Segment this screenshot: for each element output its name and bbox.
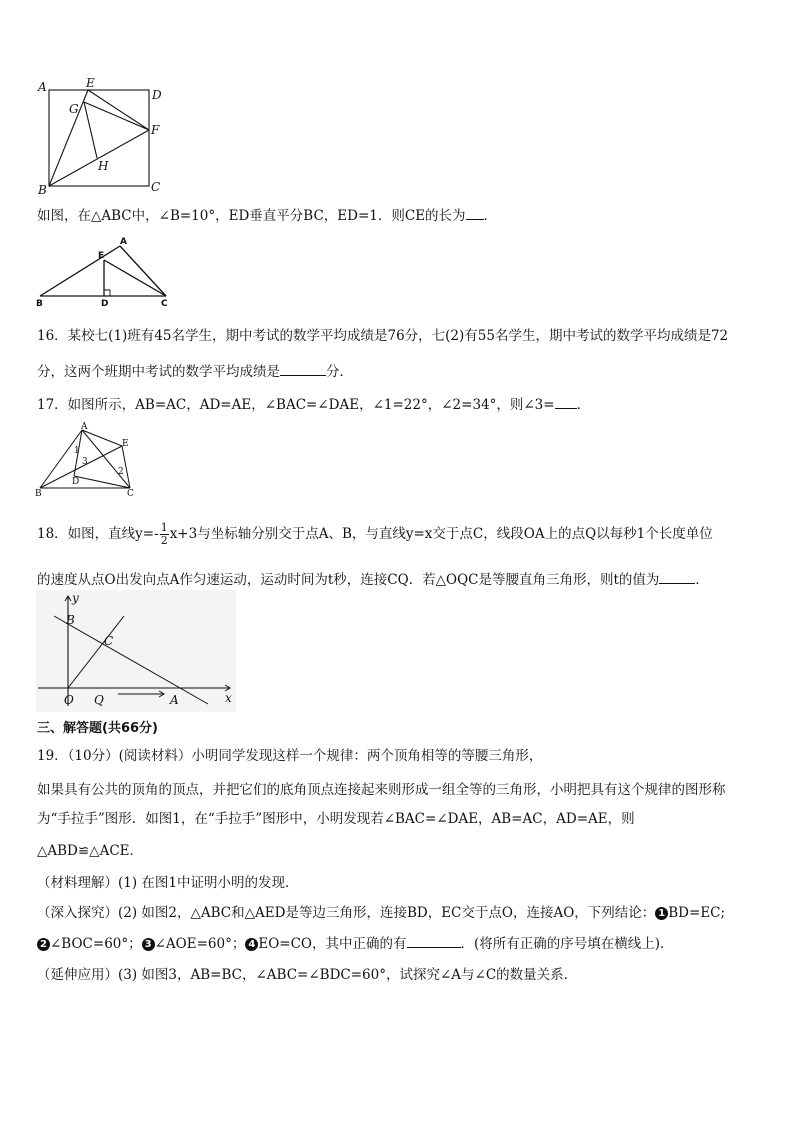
question-19-part-3: （延伸应用）(3) 如图3，AB=BC，∠ABC=∠BDC=60°，试探究∠A与∠C的数量关系． — [37, 967, 578, 983]
question-19-part-2 — [37, 904, 725, 922]
label-2: 2 — [118, 467, 124, 477]
circled-number-2: 2 — [37, 938, 50, 951]
answer-blank — [407, 935, 461, 948]
figure-q15-triangle — [34, 232, 174, 308]
answer-blank — [466, 207, 484, 220]
label-o: O — [64, 693, 74, 707]
label-e: E — [98, 251, 105, 261]
label-c: C — [127, 489, 134, 498]
label-d: D — [152, 88, 162, 102]
answer-blank — [555, 396, 577, 409]
label-h: H — [98, 159, 109, 173]
fraction-numerator: 1 — [160, 521, 168, 534]
part-2-text: （深入探究）(2) 如图2，△ABC和△AED是等边三角形，连接BD，EC交于点O，连接AO，下列结论： — [37, 905, 656, 921]
question-19-line-1: 19．（10分）(阅读材料）小明同学发现这样一个规律：两个顶角相等的等腰三角形， — [37, 748, 543, 764]
question-19-line-4: △ABD≌△ACE． — [37, 843, 144, 859]
circled-number-1: 1 — [655, 907, 668, 920]
question-19-line-2: 如果具有公共的顶角的顶点，并把它们的底角顶点连接起来则形成一组全等的三角形，小明把具有这个规律的图形称 — [37, 782, 726, 798]
label-a: A — [120, 237, 127, 247]
label-e: E — [122, 439, 129, 449]
q15-end: ． — [483, 208, 498, 224]
label-b: B — [36, 299, 43, 308]
question-18-line-2 — [37, 571, 709, 589]
label-e: E — [86, 78, 95, 90]
label-f: F — [151, 123, 160, 137]
question-16-line-2 — [37, 363, 353, 381]
conclusion-1: BD=EC; — [668, 905, 726, 921]
conclusion-3: ∠AOE=60°； — [154, 936, 246, 952]
conclusion-end: ．(将所有正确的序号填在横线上)． — [460, 936, 674, 952]
q18-text-a: 18．如图，直线y=- — [37, 526, 159, 542]
answer-blank — [659, 571, 695, 584]
conclusion-4: EO=CO，其中正确的有 — [258, 936, 407, 952]
q17-text: 17．如图所示，AB=AC，AD=AE，∠BAC=∠DAE，∠1=22°，∠2=34°，则∠3= — [37, 397, 555, 413]
label-b: B — [38, 183, 47, 196]
fraction-one-half — [160, 522, 169, 547]
label-c: C — [161, 299, 168, 308]
label-b: B — [35, 489, 42, 498]
fraction-denominator: 2 — [160, 534, 168, 547]
circled-number-3: 3 — [142, 938, 155, 951]
q17-end: ． — [576, 397, 591, 413]
label-c: C — [104, 634, 114, 648]
section-heading: 三、解答题(共66分) — [37, 721, 158, 736]
question-17 — [37, 396, 590, 414]
question-18-line-1 — [37, 522, 713, 547]
label-c: C — [151, 180, 161, 194]
label-g: G — [69, 102, 79, 116]
q16-text: 分，这两个班期中考试的数学平均成绩是 — [37, 364, 280, 380]
label-x: x — [225, 691, 232, 705]
figure-square-abcd — [36, 78, 166, 196]
q16-end: 分． — [326, 364, 353, 380]
figure-q18-coordinate-plane — [36, 590, 236, 712]
label-y: y — [72, 591, 79, 605]
q18-text-c: 的速度从点O出发向点A作匀速运动，运动时间为t秒，连接CQ．若△OQC是等腰直角三角形，则t的值为 — [37, 572, 660, 588]
question-19-line-3: 为“手拉手”图形．如图1，在“手拉手”图形中，小明发现若∠BAC=∠DAE，AB=AC，AD=AE，则 — [37, 811, 635, 827]
question-16-line-1: 16．某校七(1)班有45名学生，期中考试的数学平均成绩是76分，七(2)有55名学生，期中考试的数学平均成绩是72 — [37, 328, 729, 344]
label-b: B — [66, 613, 75, 627]
label-1: 1 — [74, 446, 80, 456]
question-15 — [37, 207, 497, 225]
circled-number-4: 4 — [245, 938, 258, 951]
q15-text: 如图，在△ABC中，∠B=10°，ED垂直平分BC，ED=1．则CE的长为 — [37, 208, 466, 224]
conclusion-2: ∠BOC=60°； — [50, 936, 142, 952]
answer-blank — [280, 363, 326, 376]
label-d: D — [101, 299, 109, 308]
label-a: A — [38, 80, 47, 94]
label-q: Q — [94, 693, 104, 707]
figure-q17-triangles — [34, 422, 144, 498]
label-3: 3 — [82, 457, 88, 467]
q18-text-b: x+3与坐标轴分别交于点A、B，与直线y=x交于点C，线段OA上的点Q以每秒1个长度单位 — [169, 526, 713, 542]
q18-end: ． — [695, 572, 709, 588]
label-a: A — [81, 422, 88, 432]
label-d: D — [72, 477, 80, 487]
question-19-conclusions — [37, 935, 674, 953]
question-19-part-1: （材料理解）(1) 在图1中证明小明的发现． — [37, 875, 299, 891]
label-a: A — [170, 693, 179, 707]
